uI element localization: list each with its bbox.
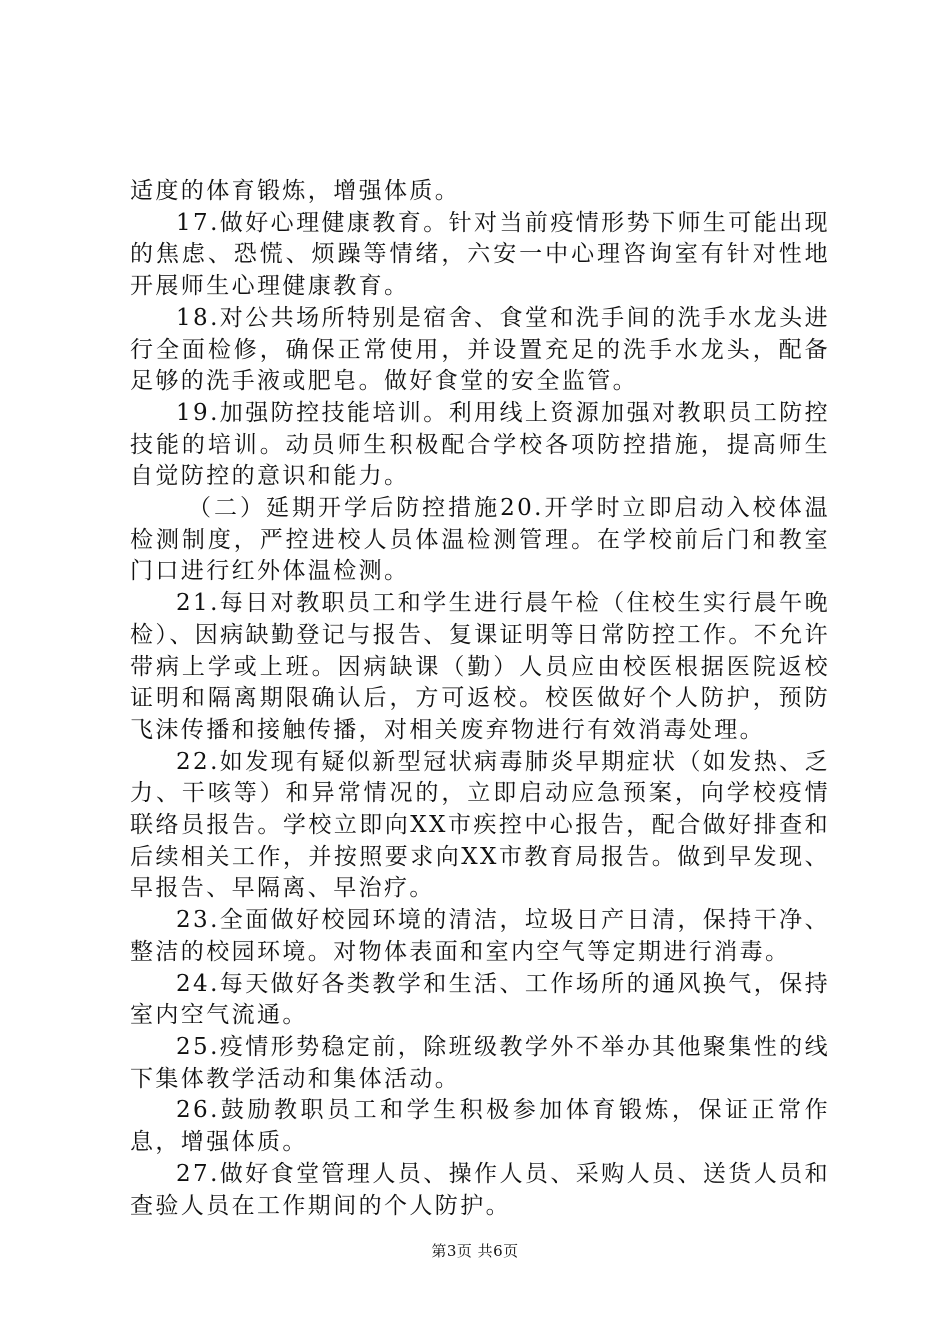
paragraph-25: 25.疫情形势稳定前，除班级教学外不举办其他聚集性的线下集体教学活动和集体活动。 [130,1033,830,1092]
paragraph-continuation: 适度的体育锻炼，增强体质。 [130,178,461,204]
paragraph-24: 24.每天做好各类教学和生活、工作场所的通风换气，保持室内空气流通。 [130,970,830,1029]
paragraph-22: 22.如发现有疑似新型冠状病毒肺炎早期症状（如发热、乏力、干咳等）和异常情况的，立即启动应急预案，向学校疫情联络员报告。学校立即向XX市疾控中心报告，配合做好排查和后续相关工作，并按照要求向XX市教育局报告。做到早发现、早报告、早隔离、早治疗。 [130,748,830,902]
paragraph-26: 26.鼓励教职员工和学生积极参加体育锻炼，保证正常作息，增强体质。 [130,1097,830,1156]
page-number-footer: 第3页 共6页 [431,1242,519,1260]
paragraph-27: 27.做好食堂管理人员、操作人员、采购人员、送货人员和查验人员在工作期间的个人防护。 [130,1160,830,1219]
paragraph-23: 23.全面做好校园环境的清洁，垃圾日产日清，保持干净、整洁的校园环境。对物体表面和室内空气等定期进行消毒。 [130,907,830,965]
paragraph-section-2-item-20: （二）延期开学后防控措施20.开学时立即启动入校体温检测制度，严控进校人员体温检测管理。在学校前后门和教室门口进行红外体温检测。 [130,495,830,585]
paragraph-18: 18.对公共场所特别是宿舍、食堂和洗手间的洗手水龙头进行全面检修，确保正常使用，并设置充足的洗手水龙头，配备足够的洗手液或肥皂。做好食堂的安全监管。 [130,304,830,395]
paragraph-17: 17.做好心理健康教育。针对当前疫情形势下师生可能出现的焦虑、恐慌、烦躁等情绪，六安一中心理咨询室有针对性地开展师生心理健康教育。 [130,209,830,300]
paragraph-19: 19.加强防控技能培训。利用线上资源加强对教职员工防控技能的培训。动员师生积极配合学校各项防控措施，提高师生自觉防控的意识和能力。 [130,399,830,490]
paragraph-21: 21.每日对教职员工和学生进行晨午检（住校生实行晨午晚检）、因病缺勤登记与报告、复课证明等日常防控工作。不允许带病上学或上班。因病缺课（勤）人员应由校医根据医院返校证明和隔离期限确认后，方可返校。校医做好个人防护，预防飞沫传播和接触传播，对相关废弃物进行有效消毒处理。 [130,590,830,743]
document-body [130,176,830,1222]
